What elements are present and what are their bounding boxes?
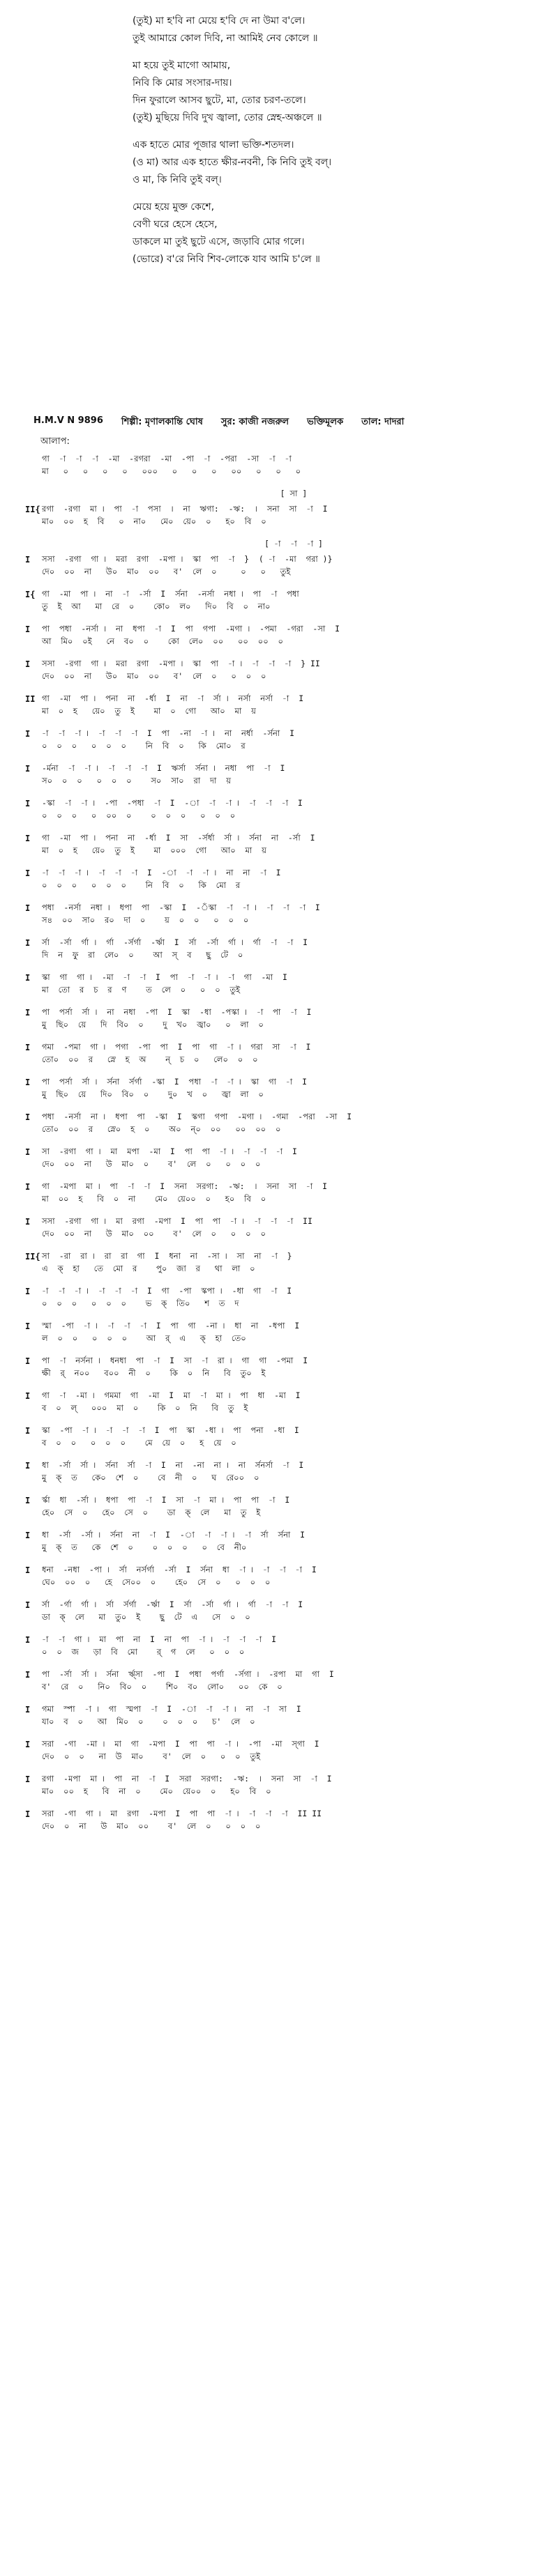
bani-line: মু ছি০ য়ে দি০ বি০ ০ দু০ খ ০ জ্বা লা ০ bbox=[42, 1089, 264, 1099]
bar-line: II{ bbox=[25, 505, 40, 514]
bani-line: দে০ ০০ না উ মা০ ০০ ব' লে ০ ০ ০ ০ bbox=[42, 1229, 266, 1239]
swara-line: সসা -রগা গা । মরা রগা -মপা । স্কা পা -া । -া -া -া } II bbox=[42, 659, 320, 668]
notation-row bbox=[25, 453, 541, 488]
swara-line: স্কা -পা -া । -া -া -া I পা স্কা -ধা । পা পনা -ধা I bbox=[42, 1425, 299, 1435]
bani-line: মু ছি০ য়ে দি বি০ ০ দু খ০ জ্বা০ ০ লা ০ bbox=[42, 1020, 264, 1029]
swara-line: -র্মনা -া -া । -া -া -া I ঋর্সা র্সনা । নধা পা -া I bbox=[42, 763, 285, 773]
notation-row bbox=[25, 867, 541, 902]
lyrics-line: (ভোরে) ব'রে নিবি শিব-লোকে যাব আমি চ'লে ॥ bbox=[133, 254, 320, 265]
swara-line: পা পর্সা র্সা । র্সনা র্সর্গা -স্কা I পধা -া -া । স্কা গা -া I bbox=[42, 1077, 308, 1087]
bani-line: দে০ ০ না উ মা০ ০০ ব' লে ০ ০ ০ ০ bbox=[42, 1821, 261, 1831]
bar-line: II{ bbox=[25, 1252, 40, 1262]
notation-row bbox=[25, 1425, 541, 1459]
bar-line: I bbox=[25, 1705, 31, 1715]
bani-line: তু ই আ মা রে ০ কো০ ল০ দি০ বি ০ না০ bbox=[42, 601, 271, 611]
notation-row bbox=[25, 1494, 541, 1529]
bar-line: I bbox=[25, 729, 31, 739]
lyrics-line: দিন ফুরালে আসব ছুটে, মা, তোর চরণ-তলে। bbox=[133, 95, 306, 106]
bani-line: মা ০০ হ বি ০ না মে০ য়ে০০ ০ হ০ বি ০ bbox=[42, 1194, 266, 1204]
bar-line: I bbox=[25, 1774, 31, 1784]
lyrics-line: এক হাতে মোর পূজার থালা ভক্তি-শতদল। bbox=[133, 139, 294, 151]
swara-line: স্মা -পা -া । -া -া -া I পা গা -না । ধা না -ধপা I bbox=[42, 1321, 300, 1331]
bani-line: ঘে০ ০০ ০ হে সে০০ ০ হে০ সে ০ ০ ০ ০ bbox=[42, 1577, 271, 1587]
bani-line: মু ক্‌ ত কে০ শে ০ বে নী ০ ঘ রে০০ ০ bbox=[42, 1473, 259, 1482]
bar-line: I bbox=[25, 1391, 31, 1401]
bar-line: I{ bbox=[25, 590, 36, 599]
notation-row bbox=[25, 937, 541, 972]
notation-row bbox=[25, 1006, 541, 1041]
swara-line: পা -র্সা র্সা । র্সনা র্ঋ্সা -পা I পধা পর্গা -র্সগা । -রপা মা গা I bbox=[42, 1669, 334, 1679]
swara-line: র্সা -র্গা র্গা । র্সা র্সর্গা -র্ঋা I র্সা -র্সা র্গা । র্গা -া -া I bbox=[42, 1600, 303, 1609]
bar-line: I bbox=[25, 973, 31, 983]
song-type: ভক্তিমূলক bbox=[307, 417, 344, 427]
swara-line: ধা -র্সা -র্সা । র্সনা না -া I -া -া -া । -া র্সা র্সনা I bbox=[42, 1530, 306, 1540]
bani-line: ডা ক্‌ লে মা তু০ ই ছু টে এ সে ০ ০ bbox=[42, 1612, 250, 1622]
notation-row bbox=[25, 503, 541, 538]
notation-row bbox=[25, 1808, 541, 1843]
section-marker-text: [ -া -া -া ] bbox=[264, 539, 323, 549]
bani-line: মা তো র চ র ণ ত লে ০ ০ ০ তুই bbox=[42, 985, 241, 995]
swara-line: সরা -গা গা । মা রগা -মপা I পা পা -া । -া -া -া II II bbox=[42, 1809, 322, 1818]
bar-line: I bbox=[25, 1809, 31, 1819]
notation-row bbox=[25, 1181, 541, 1216]
bar-line: I bbox=[25, 1112, 31, 1122]
bani-line: ব ০ ল্‌ ০০০ মা ০ কি ০ নি বি তু ই bbox=[42, 1403, 248, 1413]
notation-row bbox=[25, 1250, 541, 1285]
bani-line: ০ ০ ০ ০ ০ ০ নি বি ০ কি মো র bbox=[42, 880, 241, 890]
lyrics-line: (তুই) মুছিয়ে দিবি দুখ জ্বালা, তোর স্নেহ-অঞ্চলে ॥ bbox=[133, 112, 322, 123]
bar-line: I bbox=[25, 799, 31, 808]
tala: তাল: দাদরা bbox=[361, 417, 405, 427]
section-marker bbox=[25, 538, 541, 553]
bar-line: I bbox=[25, 903, 31, 913]
swara-line: -া -া -া । -া -া -া I -া -া -া । না না -া I bbox=[42, 868, 281, 877]
swara-line: -া -া -া । -া -া -া I গা -পা স্কপা । -ধা গা -া I bbox=[42, 1286, 292, 1296]
swara-line: পধা -নর্সা না । ধপা পা -স্কা I স্কগা গপা -মগা । -গমা -পরা -সা I bbox=[42, 1112, 352, 1121]
notation-row bbox=[25, 1216, 541, 1250]
bani-line: মা ০ হ য়ে০ তু ই মা ০০০ গো আ০ মা য় bbox=[42, 845, 266, 855]
notation-row bbox=[25, 693, 541, 728]
lyrics-line: তুই আমারে কোল দিবি, না আমিই নেব কোলে ॥ bbox=[133, 33, 318, 44]
bani-line: ব' রে ০ নি০ বি০ ০ শি০ ব০ লো০ ০০ কে ০ bbox=[42, 1682, 282, 1692]
bani-line: দে০ ০ ০ না উ মা০ ব' লে ০ ০ ০ তুই bbox=[42, 1751, 261, 1761]
bani-line: ০ ০ ০ ০ ০ ০ ভ ক্‌ তি০ শ ত দ bbox=[42, 1298, 239, 1308]
lyrics-stanza bbox=[133, 199, 495, 268]
lyrics-line: মা হয়ে তুই মাগো আমায়, bbox=[133, 60, 231, 71]
swara-line: পা পর্সা র্সা । না নধা -পা I স্কা -ধা -পস্কা । -া পা -া I bbox=[42, 1007, 312, 1017]
notation-row bbox=[25, 588, 541, 623]
bani-line: স০ ০ ০ ০ ০ ০ স০ সা০ রা দা য় bbox=[42, 776, 231, 785]
bani-line: মা০ ০০ হ বি না ০ মে০ য়ে০০ ০ হ০ বি ০ bbox=[42, 1786, 271, 1796]
notation-row bbox=[25, 1390, 541, 1425]
bani-line: ০ ০ ০ ০ ০০ ০ ০ ০ ০ ০ ০ ০ bbox=[42, 811, 236, 820]
bar-line: I bbox=[25, 1043, 31, 1052]
lyrics-stanza bbox=[133, 13, 495, 47]
notation-row bbox=[25, 1076, 541, 1111]
notation-row bbox=[25, 658, 541, 693]
notation-row bbox=[25, 553, 541, 588]
notation-row bbox=[25, 1634, 541, 1669]
bani-line: ব ০ ০ ০ ০ ০ মে য়ে ০ হ য়ে ০ bbox=[42, 1438, 236, 1448]
notation-row bbox=[25, 1320, 541, 1355]
bani-line: হে০ সে ০ হে০ সে ০ ডা ক্‌ লে মা তু ই bbox=[42, 1508, 261, 1517]
swara-line: পধা -নর্সা নধা । ধপা পা -স্কা I -ঁস্কা -া -া । -া -া -া I bbox=[42, 903, 320, 912]
bani-line: স৪ ০০ সা০ র০ দা ০ য় ০ ০ ০ ০ ০ bbox=[42, 915, 249, 925]
swara-line: -া -া গা । মা পা না I না পা -া । -া -া -া I bbox=[42, 1634, 277, 1644]
bar-line: I bbox=[25, 1078, 31, 1087]
section-marker bbox=[25, 488, 541, 503]
bar-line: I bbox=[25, 659, 31, 669]
swara-line: গমা স্পা -া । গা স্মপা -া I -া -া -া । না -া সা I bbox=[42, 1704, 301, 1714]
bani-line: মা ০ ০ ০ ০ ০০০ ০ ০ ০ ০০ ০ ০ ০ bbox=[42, 466, 301, 476]
bar-line: II bbox=[25, 694, 36, 704]
song-lyrics bbox=[133, 13, 495, 278]
notation-row bbox=[25, 1564, 541, 1599]
artist: শিল্পী: মৃণালকান্তি ঘোষ bbox=[121, 417, 203, 427]
composer: সুর: কাজী নজরুল bbox=[220, 417, 289, 427]
bani-line: দি ন ফু রা লে০ ০ আ স্‌ ব ছু টে ০ bbox=[42, 950, 243, 960]
bar-line: I bbox=[25, 1740, 31, 1749]
bani-line: মু ক্‌ ত কে শে ০ ০ ০ ০ ০ বে নী০ bbox=[42, 1542, 247, 1552]
notation-row bbox=[25, 1599, 541, 1634]
bani-line: যা০ ব ০ আ মি০ ০ ০ ০ ০ চ' লে ০ bbox=[42, 1717, 255, 1726]
bar-line: I bbox=[25, 1565, 31, 1575]
swara-line: সসা -রগা গা । মা রগা -মপা I পা পা -া । -া -া -া II bbox=[42, 1216, 312, 1226]
bar-line: I bbox=[25, 764, 31, 774]
lyrics-line: নিবি কি মোর সংসার-দায়। bbox=[133, 77, 232, 89]
bar-line: I bbox=[25, 1426, 31, 1436]
swara-line: সরা -গা -মা । মা গা -মপা I পা পা -া । -পা -মা স্গা I bbox=[42, 1739, 319, 1749]
notation-row bbox=[25, 1285, 541, 1320]
notation-row bbox=[25, 1041, 541, 1076]
bar-line: I bbox=[25, 834, 31, 843]
notation-row bbox=[25, 623, 541, 658]
bani-line: ক্ষী র্‌ ন০০ ব০০ নী ০ কি ০ নি বি তু০ ই bbox=[42, 1368, 266, 1378]
swara-line: -া -া -া । -া -া -া I পা -না -া । না নর্ধা -র্সনা I bbox=[42, 728, 295, 738]
bar-line: I bbox=[25, 868, 31, 878]
bar-line: I bbox=[25, 1635, 31, 1645]
lyrics-line: ও মা, কি নিবি তুই বল্‌। bbox=[133, 174, 222, 185]
notation-row bbox=[25, 1738, 541, 1773]
swara-line: র্স্কা ধা -র্সা । ধপা পা -া I সা -া মা । পা পা -া I bbox=[42, 1495, 290, 1505]
bar-line: I bbox=[25, 555, 31, 565]
notation-row bbox=[25, 972, 541, 1006]
lyrics-stanza bbox=[133, 57, 495, 127]
swara-line: স্কা গা গা । -মা -া -া I পা -া -া । -া গা -মা I bbox=[42, 972, 287, 982]
swara-line: রগা -রগা মা । পা -া পসা । না ঋগা: -ঋ: । সনা সা -া I bbox=[42, 504, 328, 514]
bar-line: I bbox=[25, 1217, 31, 1227]
section-marker-text: [ সা ] bbox=[280, 489, 308, 498]
notation-row bbox=[25, 1529, 541, 1564]
swara-line: গা -মপা মা । পা -া -া I সনা সরগা: -ঋ: । সনা সা -া I bbox=[42, 1181, 328, 1191]
bani-line: ০ ০ ০ ০ ০ ০ নি বি ০ কি মো০ র bbox=[42, 741, 246, 751]
bani-line: এ ক্‌ হা তে মো র পু০ জা র থা লা ০ bbox=[42, 1264, 255, 1273]
swara-line: পা পধা -নর্সা । না ধপা -া I পা গপা -মগা । -পমা -গরা -সা I bbox=[42, 624, 340, 634]
lyrics-line: মেয়ে হয়ে মুক্ত কেশে, bbox=[133, 201, 215, 213]
notation-row bbox=[25, 762, 541, 797]
bani-line: দে০ ০০ না উ০ মা০ ০০ ব' লে ০ ০ ০ ০ bbox=[42, 671, 266, 681]
notation-row bbox=[25, 1703, 541, 1738]
alap-label: আলাপ: bbox=[40, 436, 70, 447]
notation-row bbox=[25, 902, 541, 937]
lyrics-line: ডাকলে মা তুই ছুটে এসে, জড়াবি মোর গলে। bbox=[133, 236, 305, 247]
swara-line: সা -রা রা । রা রা গা I ধনা না -সা । সা না -া } bbox=[42, 1251, 292, 1261]
bar-line: I bbox=[25, 1321, 31, 1331]
notation-row bbox=[25, 1111, 541, 1146]
bar-line: I bbox=[25, 938, 31, 948]
record-number: H.M.V N 9896 bbox=[33, 415, 103, 426]
swara-line: ধা -র্সা র্সা । র্সনা র্সা -া I না -না না । না র্সনর্সা -া I bbox=[42, 1460, 304, 1470]
swara-line: সসা -রগা গা । মরা রগা -মপা । স্কা পা -া } ( -া -মা গরা )} bbox=[42, 554, 333, 564]
bani-line: দে০ ০০ না উ মা০ ০ ব' লে ০ ০ ০ ০ bbox=[42, 1159, 261, 1169]
lyrics-line: (তুই) মা হ'বি না মেয়ে হ'বি দে না উমা ব'লে। bbox=[133, 15, 306, 26]
notation-row bbox=[25, 832, 541, 867]
bar-line: I bbox=[25, 1356, 31, 1366]
notation-row bbox=[25, 1146, 541, 1181]
swara-line: গা -া -া -া -মা -রগরা -মা -পা -া -পরা -সা -া -া bbox=[42, 454, 292, 463]
swara-line: ধনা -নধা -পা । র্সা নর্সর্গা -র্সা I র্সনা ধা -া । -া -া -া I bbox=[42, 1565, 317, 1574]
bani-line: মা ০ হ য়ে০ তু ই মা ০ গো আ০ মা য় bbox=[42, 706, 256, 716]
bani-line: মা০ ০০ হ বি ০ না০ মে০ য়ে০ ০ হ০ বি ০ bbox=[42, 516, 266, 526]
swaralipi-notation bbox=[25, 453, 541, 1843]
notation-row bbox=[25, 1773, 541, 1808]
bani-line: তো০ ০০ র স্নে হ অ ন্‌ চ ০ লে০ ০ ০ bbox=[42, 1055, 258, 1064]
bani-line: ০ ০ জ ড়া বি মো র্‌ গ লে ০ ০ ০ bbox=[42, 1647, 245, 1657]
bani-line: দে০ ০০ না উ০ মা০ ০০ ব' লে ০ ০ ০ তুই bbox=[42, 567, 291, 576]
swara-line: গা -মা পা । পনা না -র্ধা I সা -র্সর্ধা র্সা । র্সনা না -র্সা I bbox=[42, 833, 315, 843]
swara-line: র্সা -র্সা র্গা । র্গা -র্সর্গা -র্ঋা I র্সা -র্সা র্গা । র্গা -া -া I bbox=[42, 937, 308, 947]
swara-line: গা -মা পা । পনা না -র্ধা I না -া র্সা । নর্সা নর্সা -া I bbox=[42, 693, 304, 703]
bar-line: I bbox=[25, 1182, 31, 1192]
bar-line: I bbox=[25, 1670, 31, 1680]
bar-line: I bbox=[25, 624, 31, 634]
swara-line: -স্কা -া -া । -পা -পধা -া I -া -া -া । -া -া -া I bbox=[42, 798, 303, 808]
swara-line: সা -রগা গা । মা মপা -মা I পা পা -া । -া -া -া I bbox=[42, 1147, 297, 1156]
song-info bbox=[33, 415, 536, 430]
bar-line: I bbox=[25, 1531, 31, 1540]
bar-line: I bbox=[25, 1496, 31, 1505]
notation-row bbox=[25, 728, 541, 762]
swara-line: পা -া নর্সনা । ধনধা পা -া I সা -া রা । গা গা -পমা I bbox=[42, 1356, 308, 1365]
bani-line: তো০ ০০ র স্নে০ হ ০ অ০ ন্‌০ ০০ ০০ ০০ ০ bbox=[42, 1124, 281, 1134]
notation-row bbox=[25, 1669, 541, 1703]
bar-line: I bbox=[25, 1600, 31, 1610]
bani-line: আ মি০ ০ই নে ব০ ০ কো লে০ ০০ ০০ ০০ ০ bbox=[42, 636, 284, 646]
notation-row bbox=[25, 797, 541, 832]
notation-row bbox=[25, 1459, 541, 1494]
bar-line: I bbox=[25, 1287, 31, 1296]
swara-line: গা -া -মা । গমমা গা -মা I মা -া মা । পা ধা -মা I bbox=[42, 1390, 301, 1400]
lyrics-stanza bbox=[133, 137, 495, 189]
bar-line: I bbox=[25, 1147, 31, 1157]
swara-line: গমা -পমা গা । পগা -পা পা I পা গা -া । গরা সা -া I bbox=[42, 1042, 311, 1052]
bar-line: I bbox=[25, 1461, 31, 1471]
lyrics-line: (ও মা) আর এক হাতে ক্ষীর-নবনী, কি নিবি তুই বল্‌। bbox=[133, 157, 332, 168]
swara-line: গা -মা পা । না -া -র্সা I র্সনা -নর্সা নধা । পা -া পধা bbox=[42, 589, 299, 599]
lyrics-line: বেণী ঘরে হেসে হেসে, bbox=[133, 219, 218, 230]
swara-line: রগা -মপা মা । পা না -া I সরা সরগা: -ঋ: । সনা সা -া I bbox=[42, 1774, 332, 1784]
notation-row bbox=[25, 1355, 541, 1390]
bar-line: I bbox=[25, 1008, 31, 1018]
bani-line: ল ০ ০ ০ ০ ০ আ র্‌ এ ক্‌ হা তে০ bbox=[42, 1333, 246, 1343]
